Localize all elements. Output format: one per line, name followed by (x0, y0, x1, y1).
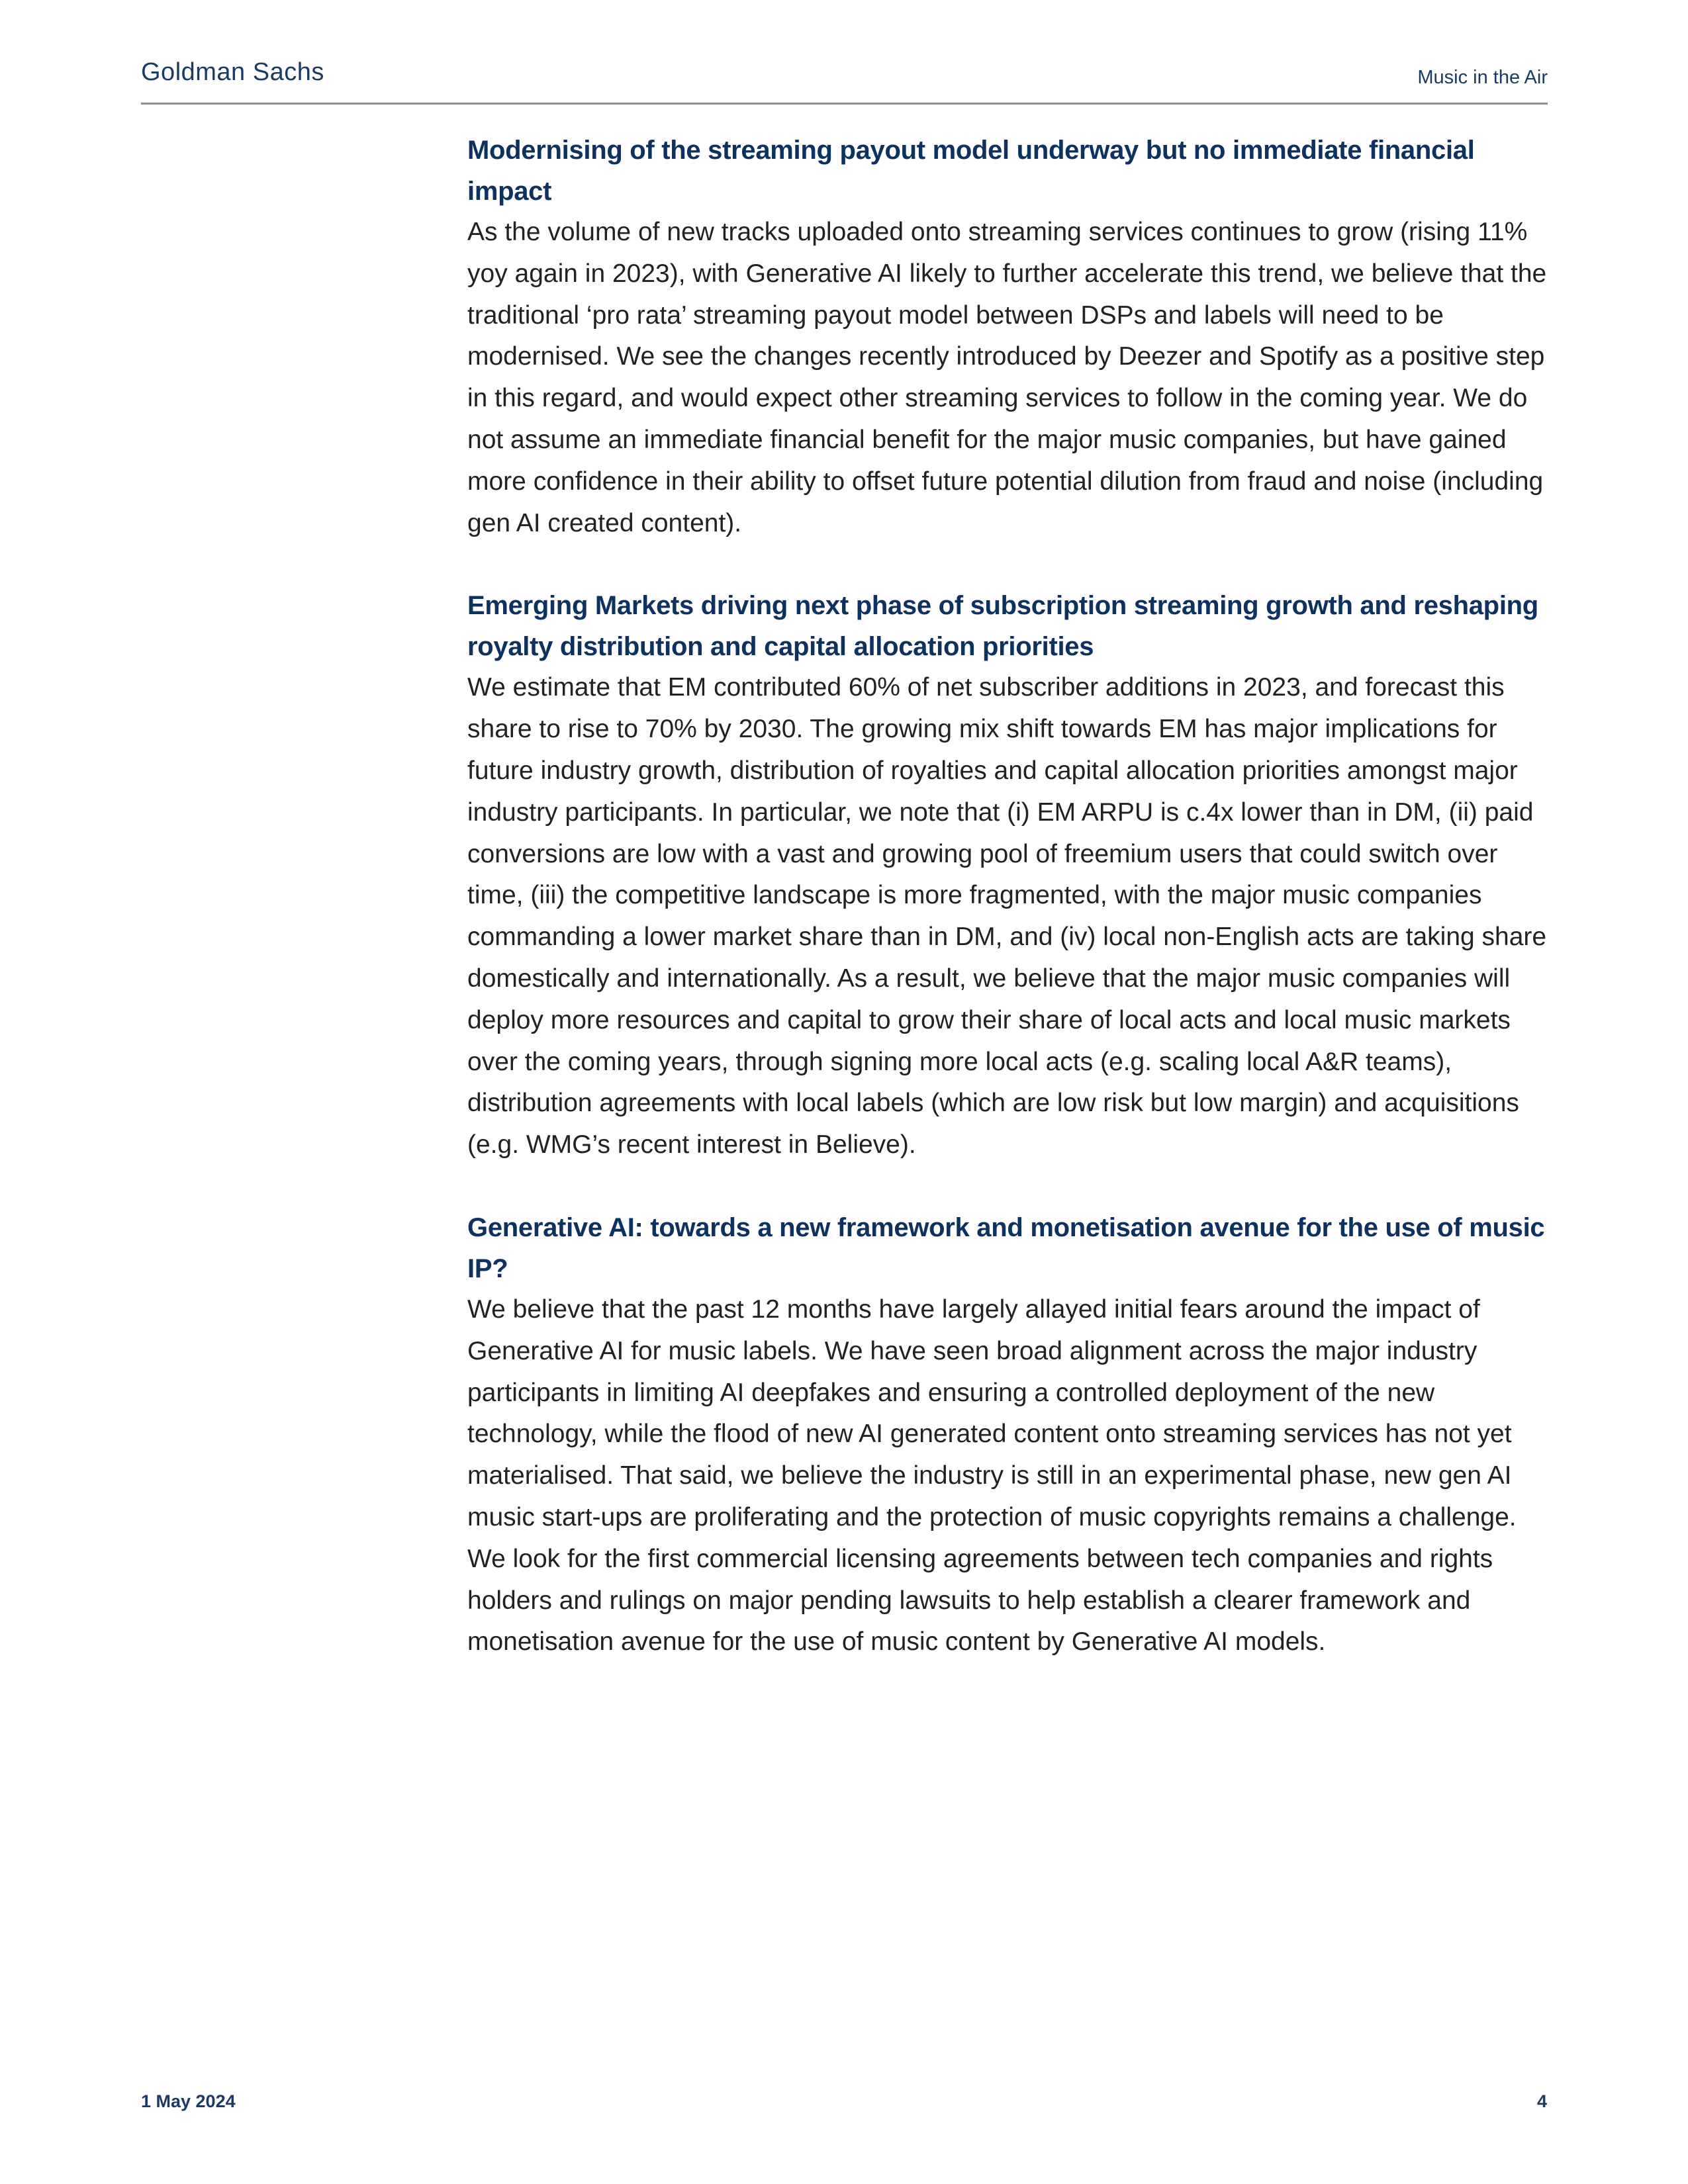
section-generative-ai (467, 1207, 1553, 1663)
section-heading: Emerging Markets driving next phase of subscription streaming growth and reshaping royalty distribution and capital allocation priorities (467, 591, 1538, 662)
section-paragraph: We believe that the past 12 months have largely allayed initial fears around the impact of Generative AI for music labels. We have seen broad alignment across the major industry participants in limiting AI deepfakes and ensuring a controlled deployment of the new technology, while the flood of new AI generated content onto streaming services has not yet materialised. That said, we believe the industry is still in an experimental phase, new gen AI music start-ups are proliferating and the protection of music copyrights remains a challenge. We look for the first commercial licensing agreements between tech companies and rights holders and rulings on major pending lawsuits to help establish a clearer framework and monetisation avenue for the use of music content by Generative AI models. (467, 1295, 1517, 1657)
header-divider (141, 103, 1548, 105)
section-emerging-markets (467, 585, 1553, 1166)
section-payout-model (467, 130, 1553, 544)
section-paragraph: We estimate that EM contributed 60% of net subscriber additions in 2023, and forecast this share to rise to 70% by 2030. The growing mix shift towards EM has major implications for future industry growth, distribution of royalties and capital allocation priorities amongst major industry participants. In particular, we note that (i) EM ARPU is c.4x lower than in DM, (ii) paid conversions are low with a vast and growing pool of freemium users that could switch over time, (iii) the competitive landscape is more fragmented, with the major music companies commanding a lower market share than in DM, and (iv) local non-English acts are taking share domestically and internationally. As a result, we believe that the major music companies will deploy more resources and capital to grow their share of local acts and local music markets over the coming years, through signing more local acts (e.g. scaling local A&R teams), distribution agreements with local labels (which are low risk but low margin) and acquisitions (e.g. WMG’s recent interest in Believe). (467, 673, 1547, 1160)
section-heading: Generative AI: towards a new framework and monetisation avenue for the use of music IP? (467, 1212, 1545, 1283)
brand-logo-text: Goldman Sachs (141, 58, 324, 86)
footer-date: 1 May 2024 (141, 2091, 236, 2111)
page-number: 4 (1536, 2091, 1547, 2111)
report-title: Music in the Air (1417, 67, 1548, 88)
main-content (467, 130, 1553, 1704)
section-paragraph: As the volume of new tracks uploaded onto streaming services continues to grow (rising 11% yoy again in 2023), with Generative AI likely to further accelerate this trend, we believe that the traditional ‘pro rata’ streaming payout model between DSPs and labels will need to be modernised. We see the changes recently introduced by Deezer and Spotify as a positive step in this regard, and would expect other streaming services to follow in the coming year. We do not assume an immediate financial benefit for the major music companies, but have gained more confidence in their ability to offset future potential dilution from fraud and noise (including gen AI created content). (467, 218, 1547, 537)
section-heading: Modernising of the streaming payout model underway but no immediate financial impact (467, 136, 1475, 206)
